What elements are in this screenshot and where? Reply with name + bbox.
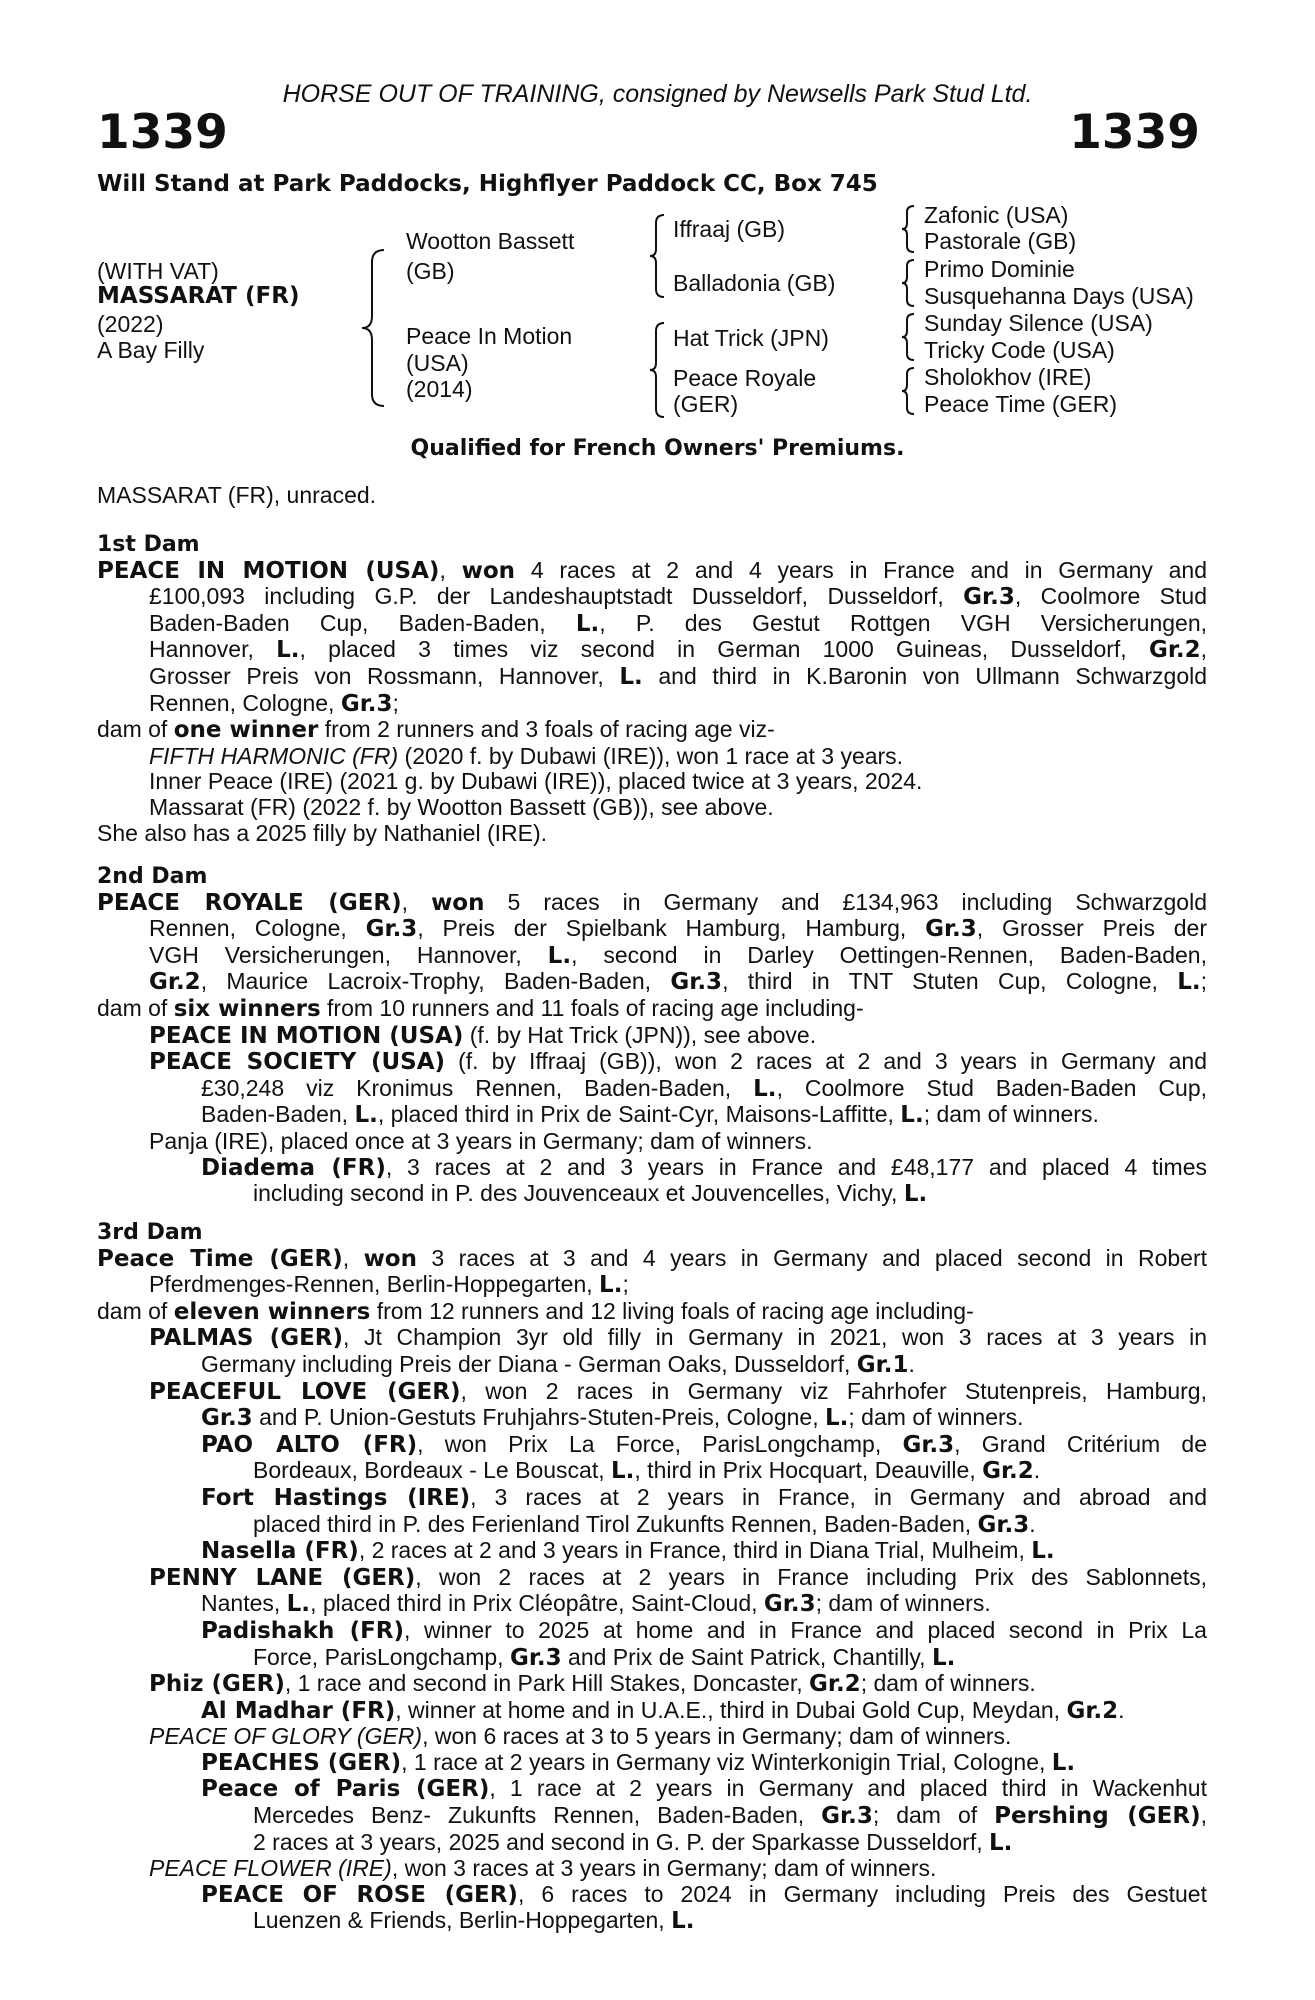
produce-item: FIFTH HARMONIC (FR) (2020 f. by Dubawi (IRE)), won 1 race at 3 years. [149,742,904,769]
first-dam-text: Rennen, Cologne, [149,689,335,716]
stand-location: Will Stand at Park Paddocks, Highflyer Paddock CC, Box 745 [97,171,878,197]
produce-item: Al Madhar (FR), winner at home and in U.A.E., third in Dubai Gold Cup, Meydan, Gr.2. [201,1696,1125,1724]
first-dam-text: , P. des Gestut Rottgen VGH Versicherungen, [599,609,1207,636]
produce-item: PEACE FLOWER (IRE), won 3 races at 3 years in Germany; dam of winners. [149,1855,937,1882]
produce-item: Phiz (GER), 1 race and second in Park Hill Stakes, Doncaster, Gr.2; dam of winners. [149,1670,1036,1698]
dam-name: Peace In Motion [406,323,573,349]
third-dam-heading: 3rd Dam [97,1220,203,1245]
produce-item: Nasella (FR), 2 races at 2 and 3 years in France, third in Diana Trial, Mulheim, L. [201,1537,1055,1565]
produce-item: Panja (IRE), placed once at 3 years in Germany; dam of winners. [149,1127,813,1154]
won-label: won [461,557,516,584]
unraced-note: MASSARAT (FR), unraced. [97,482,377,508]
produce-item-cont: including second in P. des Jouvenceaux et Jouvencelles, Vichy, L. [253,1180,928,1208]
third-dam-produce-summary: dam of eleven winners from 12 runners and 12 living foals of racing age including- [97,1297,974,1325]
sire-dam-dam: Susquehanna Days (USA) [924,283,1194,309]
produce-item: PEACHES (GER), 1 race at 2 years in Germany viz Winterkonigin Trial, Cologne, L. [201,1748,1076,1776]
produce-item: PEACEFUL LOVE (GER), won 2 races in Germany viz Fahrhofer Stutenpreis, Hamburg, [149,1377,1207,1405]
lot-number-left: 1339 [97,105,228,160]
pedigree-brace-sire [648,213,668,299]
second-dam-line: PEACE ROYALE (GER), won 5 races in Germany and £134,963 including Schwarzgold [97,888,1207,916]
sire-sire: Iffraaj (GB) [673,216,786,242]
produce-item: PEACE IN MOTION (USA) (f. by Hat Trick (JPN)), see above. [149,1021,817,1049]
first-dam-also-note: She also has a 2025 filly by Nathaniel (IRE). [97,819,548,846]
produce-item-cont: Nantes, L., placed third in Prix Cléopâtre, Saint-Cloud, Gr.3; dam of winners. [201,1590,991,1618]
grade-label: Gr.3 [963,584,1015,611]
horse-year: (2022) [97,311,164,337]
horse-description: A Bay Filly [97,337,205,363]
grade-label: L. [619,663,643,690]
sire-name: Wootton Bassett [406,228,575,254]
pedigree-brace-g2 [900,258,918,308]
pedigree-brace-g4 [900,366,918,416]
first-dam-line [149,584,1207,611]
dam-dam-sire: Sholokhov (IRE) [924,364,1092,390]
produce-item-cont: £30,248 viz Kronimus Rennen, Baden-Baden, L., Coolmore Stud Baden-Baden Cup, [201,1074,1208,1102]
dam-country: (USA) [406,350,469,376]
produce-item-cont: 2 races at 3 years, 2025 and second in G. P. der Sparkasse Dusseldorf, L. [253,1828,1013,1856]
qualified-premiums: Qualified for French Owners' Premiums. [410,436,905,461]
first-dam-name: PEACE IN MOTION (USA) [97,557,440,584]
first-dam-line [149,664,1207,691]
third-dam-line: Pferdmenges-Rennen, Berlin-Hoppegarten, L.; [149,1271,629,1299]
dam-year: (2014) [406,376,473,402]
produce-item: PEACE OF GLORY (GER), won 6 races at 3 to 5 years in Germany; dam of winners. [149,1723,1012,1750]
first-dam-text: ; [392,689,399,716]
dam-sire-dam: Tricky Code (USA) [924,337,1115,363]
produce-item: PENNY LANE (GER), won 2 races at 2 years in France including Prix des Sablonnets, [149,1563,1207,1591]
first-dam-text: Hannover, [149,636,254,663]
produce-item: PEACE OF ROSE (GER), 6 races to 2024 in Germany including Preis des Gestuet [201,1880,1207,1908]
second-dam-section [97,864,1207,1208]
produce-item-cont: Bordeaux, Bordeaux - Le Bouscat, L., third in Prix Hocquart, Deauville, Gr.2. [253,1457,1041,1485]
first-dam-text: 4 races at 2 and 4 years in France and in Germany and [530,556,1208,583]
dam-dam-name: Peace Royale [673,365,817,391]
dam-dam-dam: Peace Time (GER) [924,391,1117,417]
second-dam-line: Gr.2, Maurice Lacroix-Trophy, Baden-Baden, Gr.3, third in TNT Stuten Cup, Cologne, L.; [149,968,1208,996]
horse-name: MASSARAT (FR) [97,283,300,309]
produce-item: Diadema (FR), 3 races at 2 and 3 years in France and £48,177 and placed 4 times [201,1153,1207,1181]
grade-label: Gr.3 [340,690,393,717]
sire-sire-dam: Pastorale (GB) [924,228,1077,254]
first-dam-text: , placed 3 times viz second in German 1000 Guineas, Dusseldorf, [299,636,1127,663]
produce-item: Padishakh (FR), winner to 2025 at home and in France and placed second in Prix La [201,1616,1207,1644]
sire-sire-sire: Zafonic (USA) [924,202,1069,228]
first-dam-line [149,611,1207,638]
first-dam-line: PEACE IN MOTION (USA), won 4 races at 2 and 4 years in France and in Germany and [97,556,1208,584]
first-dam-text: , [1200,636,1208,663]
produce-item-cont: Baden-Baden, L., placed third in Prix de Saint-Cyr, Maisons-Laffitte, L.; dam of winners. [201,1101,1099,1129]
grade-label: L. [575,610,600,637]
first-dam-heading: 1st Dam [97,532,200,557]
third-dam-line: Peace Time (GER), won 3 races at 3 and 4 years in Germany and placed second in Robert [97,1244,1208,1272]
pedigree-brace-main [360,248,388,408]
produce-item-cont: Luenzen & Friends, Berlin-Hoppegarten, L. [253,1907,695,1935]
dam-sire: Hat Trick (JPN) [673,325,829,351]
horse-vat: (WITH VAT) [97,258,219,284]
pedigree-brace-g1 [900,204,918,254]
second-dam-line: VGH Versicherungen, Hannover, L., second in Darley Oettingen-Rennen, Baden-Baden, [149,941,1207,969]
first-dam-line [149,691,1207,718]
produce-item: PAO ALTO (FR), won Prix La Force, ParisLongchamp, Gr.3, Grand Critérium de [201,1430,1207,1458]
first-dam-text: £100,093 including G.P. der Landeshauptstadt Dusseldorf, Dusseldorf, [149,583,944,610]
pedigree-brace-dam [648,321,668,419]
sire-dam: Balladonia (GB) [673,270,836,296]
sire-country: (GB) [406,258,455,284]
first-dam-text: Baden-Baden Cup, Baden-Baden, [149,609,546,636]
first-dam-text: and third in K.Baronin von Ullmann Schwarzgold [658,662,1208,689]
produce-item-cont: Mercedes Benz- Zukunfts Rennen, Baden-Baden, Gr.3; dam of Pershing (GER), [253,1802,1207,1830]
second-dam-produce-summary: dam of six winners from 10 runners and 11 foals of racing age including- [97,994,864,1022]
produce-item-cont: placed third in P. des Ferienland Tirol Zukunfts Rennen, Baden-Baden, Gr.3. [253,1510,1036,1538]
produce-item: Fort Hastings (IRE), 3 races at 2 years in France, in Germany and abroad and [201,1483,1207,1511]
second-dam-heading: 2nd Dam [97,864,208,889]
dam-dam-country: (GER) [673,391,739,417]
first-dam-section [97,532,1207,846]
second-dam-line: Rennen, Cologne, Gr.3, Preis der Spielbank Hamburg, Hamburg, Gr.3, Grosser Preis der [149,915,1208,943]
produce-item: Massarat (FR) (2022 f. by Wootton Bassett (GB)), see above. [149,793,774,820]
grade-label: Gr.2 [1148,637,1201,664]
produce-item-cont: Force, ParisLongchamp, Gr.3 and Prix de Saint Patrick, Chantilly, L. [253,1643,956,1671]
produce-item: PEACE SOCIETY (USA) (f. by Iffraaj (GB)), won 2 races at 2 and 3 years in Germany and [149,1048,1207,1076]
produce-item-cont: Gr.3 and P. Union-Gestuts Fruhjahrs-Stuten-Preis, Cologne, L.; dam of winners. [201,1404,1024,1432]
first-dam-text: Grosser Preis von Rossmann, Hannover, [149,662,604,689]
lot-number-right: 1339 [1069,105,1200,160]
produce-item: Inner Peace (IRE) (2021 g. by Dubawi (IRE)), placed twice at 3 years, 2024. [149,768,923,795]
second-dam-name: PEACE ROYALE (GER) [97,889,402,916]
first-dam-produce-summary: dam of one winner from 2 runners and 3 foals of racing age viz- [97,716,775,744]
third-dam-section [97,1220,1207,1935]
pedigree-brace-g3 [900,312,918,362]
grade-label: L. [276,637,300,664]
catalogue-subtitle: HORSE OUT OF TRAINING, consigned by Newsells Park Stud Ltd. [282,80,1033,108]
produce-item: PALMAS (GER), Jt Champion 3yr old filly in Germany in 2021, won 3 races at 3 years in [149,1324,1207,1352]
first-dam-line [149,637,1207,664]
produce-item-cont: Germany including Preis der Diana - German Oaks, Dusseldorf, Gr.1. [201,1350,915,1378]
produce-item: Peace of Paris (GER), 1 race at 2 years in Germany and placed third in Wackenhut [201,1775,1207,1803]
sire-dam-sire: Primo Dominie [924,256,1075,282]
third-dam-name: Peace Time (GER) [97,1245,343,1272]
dam-sire-sire: Sunday Silence (USA) [924,310,1153,336]
first-dam-text: , Coolmore Stud [1014,583,1207,610]
